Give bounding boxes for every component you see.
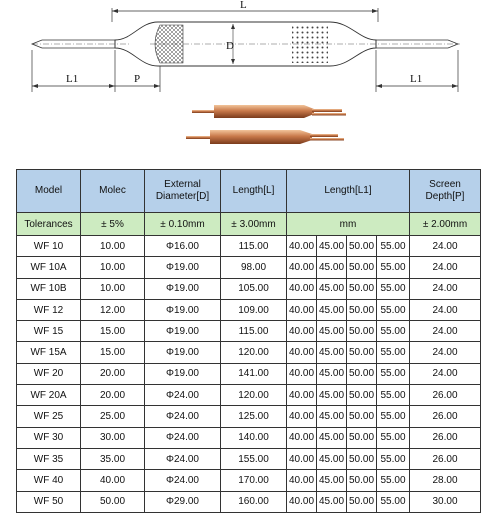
dimension-l1-left xyxy=(32,50,115,92)
cell-screen: 24.00 xyxy=(410,342,481,363)
cell-l1: 45.00 xyxy=(317,470,347,491)
cell-model: WF 20A xyxy=(17,385,81,406)
cell-screen: 24.00 xyxy=(410,236,481,257)
cell-screen: 26.00 xyxy=(410,427,481,448)
table-header-row xyxy=(17,170,481,213)
header-screen-depth-line1: Screen xyxy=(429,179,461,190)
cell-l1: 50.00 xyxy=(347,342,377,363)
header-model: Model xyxy=(17,170,81,213)
cell-molec: 50.00 xyxy=(81,491,145,512)
table-row xyxy=(17,278,481,299)
tolerance-l1: mm xyxy=(287,213,410,236)
cell-l1: 50.00 xyxy=(347,236,377,257)
table-row xyxy=(17,321,481,342)
cell-length: 98.00 xyxy=(221,257,287,278)
cell-l1: 45.00 xyxy=(317,299,347,320)
cell-l1: 55.00 xyxy=(377,427,410,448)
cell-l1: 55.00 xyxy=(377,448,410,469)
cell-l1: 55.00 xyxy=(377,257,410,278)
product-photo xyxy=(0,100,496,168)
dimension-screen xyxy=(115,66,160,92)
cell-l1: 45.00 xyxy=(317,427,347,448)
cell-screen: 24.00 xyxy=(410,257,481,278)
cell-l1: 50.00 xyxy=(347,363,377,384)
cell-molec: 20.00 xyxy=(81,385,145,406)
table-row xyxy=(17,385,481,406)
cell-molec: 10.00 xyxy=(81,257,145,278)
cell-length: 105.00 xyxy=(221,278,287,299)
cell-l1: 40.00 xyxy=(287,406,317,427)
cell-l1: 50.00 xyxy=(347,406,377,427)
cell-l1: 55.00 xyxy=(377,236,410,257)
cell-screen: 26.00 xyxy=(410,448,481,469)
cell-l1: 40.00 xyxy=(287,236,317,257)
header-external-diameter-line1: External xyxy=(164,179,201,190)
cell-l1: 55.00 xyxy=(377,470,410,491)
tolerances-row xyxy=(17,213,481,236)
cell-molec: 15.00 xyxy=(81,342,145,363)
cell-l1: 40.00 xyxy=(287,363,317,384)
cell-l1: 45.00 xyxy=(317,385,347,406)
cell-l1: 45.00 xyxy=(317,257,347,278)
cell-molec: 10.00 xyxy=(81,278,145,299)
tolerance-diameter: ± 0.10mm xyxy=(145,213,221,236)
cell-l1: 50.00 xyxy=(347,470,377,491)
cell-model: WF 35 xyxy=(17,448,81,469)
header-external-diameter xyxy=(145,170,221,213)
drier-body xyxy=(115,22,376,66)
cell-l1: 40.00 xyxy=(287,257,317,278)
cell-length: 120.00 xyxy=(221,385,287,406)
cell-l1: 40.00 xyxy=(287,342,317,363)
table-row xyxy=(17,342,481,363)
cell-l1: 40.00 xyxy=(287,321,317,342)
table-row xyxy=(17,470,481,491)
copper-drier-upper xyxy=(192,105,346,118)
cell-l1: 50.00 xyxy=(347,427,377,448)
cell-length: 141.00 xyxy=(221,363,287,384)
cell-diameter: Φ24.00 xyxy=(145,470,221,491)
cell-model: WF 12 xyxy=(17,299,81,320)
table-row xyxy=(17,363,481,384)
cell-l1: 45.00 xyxy=(317,363,347,384)
table-row xyxy=(17,491,481,512)
cell-screen: 24.00 xyxy=(410,321,481,342)
header-external-diameter-line2: Diameter[D] xyxy=(155,191,210,202)
cell-length: 140.00 xyxy=(221,427,287,448)
header-length: Length[L] xyxy=(221,170,287,213)
cell-screen: 24.00 xyxy=(410,363,481,384)
cell-l1: 45.00 xyxy=(317,342,347,363)
cell-l1: 55.00 xyxy=(377,278,410,299)
cell-length: 115.00 xyxy=(221,236,287,257)
tolerance-screen: ± 2.00mm xyxy=(410,213,481,236)
cell-l1: 40.00 xyxy=(287,278,317,299)
cell-screen: 26.00 xyxy=(410,406,481,427)
cell-diameter: Φ19.00 xyxy=(145,342,221,363)
cell-l1: 40.00 xyxy=(287,385,317,406)
cell-l1: 50.00 xyxy=(347,257,377,278)
cell-length: 155.00 xyxy=(221,448,287,469)
cell-l1: 50.00 xyxy=(347,299,377,320)
header-screen-depth xyxy=(410,170,481,213)
cell-molec: 10.00 xyxy=(81,236,145,257)
tolerances-label: Tolerances xyxy=(17,213,81,236)
cell-screen: 28.00 xyxy=(410,470,481,491)
cell-molec: 30.00 xyxy=(81,427,145,448)
cell-molec: 35.00 xyxy=(81,448,145,469)
cell-model: WF 25 xyxy=(17,406,81,427)
cell-diameter: Φ19.00 xyxy=(145,321,221,342)
cell-screen: 30.00 xyxy=(410,491,481,512)
cell-length: 125.00 xyxy=(221,406,287,427)
cell-l1: 40.00 xyxy=(287,491,317,512)
cell-l1: 55.00 xyxy=(377,406,410,427)
cell-l1: 40.00 xyxy=(287,427,317,448)
cell-l1: 55.00 xyxy=(377,299,410,320)
cell-l1: 50.00 xyxy=(347,448,377,469)
table-row xyxy=(17,448,481,469)
cell-l1: 55.00 xyxy=(377,342,410,363)
cell-screen: 26.00 xyxy=(410,385,481,406)
cell-l1: 40.00 xyxy=(287,448,317,469)
cell-model: WF 10 xyxy=(17,236,81,257)
table-row xyxy=(17,236,481,257)
cell-diameter: Φ24.00 xyxy=(145,385,221,406)
cell-l1: 55.00 xyxy=(377,385,410,406)
cell-length: 109.00 xyxy=(221,299,287,320)
cell-diameter: Φ29.00 xyxy=(145,491,221,512)
dimension-l1-right xyxy=(376,50,458,92)
cell-l1: 45.00 xyxy=(317,278,347,299)
cell-l1: 50.00 xyxy=(347,385,377,406)
cell-length: 170.00 xyxy=(221,470,287,491)
dimension-label-l1-left: L1 xyxy=(66,73,79,85)
cell-l1: 45.00 xyxy=(317,236,347,257)
cell-diameter: Φ19.00 xyxy=(145,278,221,299)
dimension-label-p: P xyxy=(134,73,141,85)
cell-molec: 40.00 xyxy=(81,470,145,491)
cell-model: WF 40 xyxy=(17,470,81,491)
cell-model: WF 10B xyxy=(17,278,81,299)
header-molec: Molec xyxy=(81,170,145,213)
dimension-label-l1-right: L1 xyxy=(410,73,423,85)
table-row xyxy=(17,257,481,278)
dimension-label-l: L xyxy=(240,0,247,11)
cell-l1: 40.00 xyxy=(287,470,317,491)
cell-molec: 15.00 xyxy=(81,321,145,342)
cell-diameter: Φ19.00 xyxy=(145,363,221,384)
copper-drier-lower xyxy=(186,130,344,144)
cell-model: WF 20 xyxy=(17,363,81,384)
filter-drier-drawing xyxy=(0,0,496,100)
cell-molec: 20.00 xyxy=(81,363,145,384)
cell-model: WF 30 xyxy=(17,427,81,448)
cell-diameter: Φ24.00 xyxy=(145,427,221,448)
header-length-l1: Length[L1] xyxy=(287,170,410,213)
cell-l1: 45.00 xyxy=(317,491,347,512)
cell-l1: 45.00 xyxy=(317,321,347,342)
cell-l1: 45.00 xyxy=(317,448,347,469)
cell-length: 120.00 xyxy=(221,342,287,363)
cell-l1: 50.00 xyxy=(347,278,377,299)
tolerance-length: ± 3.00mm xyxy=(221,213,287,236)
cell-l1: 50.00 xyxy=(347,491,377,512)
table-row xyxy=(17,299,481,320)
cell-molec: 25.00 xyxy=(81,406,145,427)
cell-diameter: Φ16.00 xyxy=(145,236,221,257)
cell-l1: 50.00 xyxy=(347,321,377,342)
cell-l1: 55.00 xyxy=(377,491,410,512)
tolerance-molec: ± 5% xyxy=(81,213,145,236)
cell-diameter: Φ24.00 xyxy=(145,448,221,469)
cell-l1: 55.00 xyxy=(377,321,410,342)
cell-l1: 55.00 xyxy=(377,363,410,384)
cell-length: 115.00 xyxy=(221,321,287,342)
cell-diameter: Φ24.00 xyxy=(145,406,221,427)
cell-diameter: Φ19.00 xyxy=(145,257,221,278)
cell-screen: 24.00 xyxy=(410,278,481,299)
cell-model: WF 15 xyxy=(17,321,81,342)
cell-model: WF 15A xyxy=(17,342,81,363)
cell-length: 160.00 xyxy=(221,491,287,512)
dimension-length-total xyxy=(112,0,378,22)
table-row xyxy=(17,427,481,448)
header-screen-depth-line2: Depth[P] xyxy=(425,191,465,202)
cell-screen: 24.00 xyxy=(410,299,481,320)
cell-molec: 12.00 xyxy=(81,299,145,320)
cell-diameter: Φ19.00 xyxy=(145,299,221,320)
cell-model: WF 10A xyxy=(17,257,81,278)
dimension-label-d: D xyxy=(226,40,234,52)
right-tube xyxy=(370,40,460,48)
cell-model: WF 50 xyxy=(17,491,81,512)
cell-l1: 45.00 xyxy=(317,406,347,427)
specification-table xyxy=(16,169,481,513)
table-row xyxy=(17,406,481,427)
cell-l1: 40.00 xyxy=(287,299,317,320)
